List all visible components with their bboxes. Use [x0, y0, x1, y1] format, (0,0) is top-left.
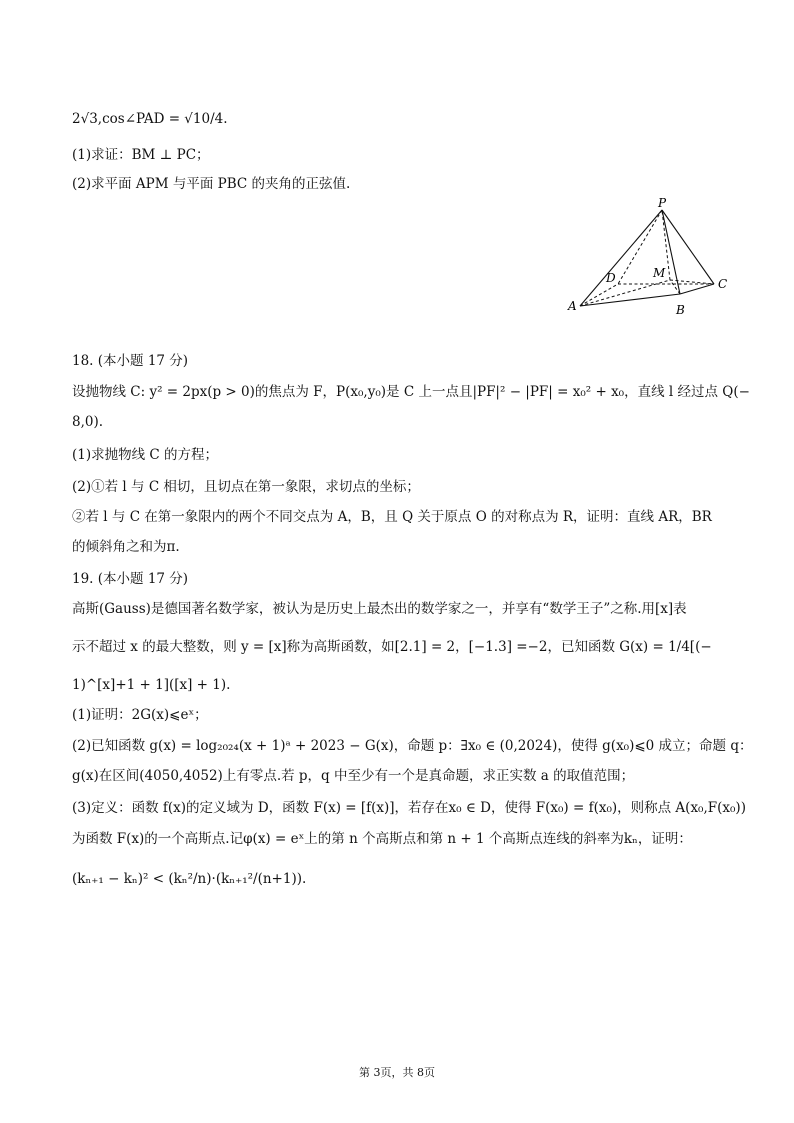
q19-stem-line-1: 高斯(Gauss)是德国著名数学家，被认为是历史上最杰出的数学家之一，并享有“数学王子”之称.用[x]表: [72, 601, 687, 617]
label-P: P: [658, 196, 667, 210]
q18-part-1: (1)求抛物线 C 的方程；: [72, 447, 219, 463]
pyramid-figure: [562, 196, 734, 322]
q19-part-3-line-1: (3)定义：函数 f(x)的定义域为 D，函数 F(x) = [f(x)]，若存在x₀ ∈ D，使得 F(x₀) = f(x₀)，则称点 A(x₀,F(x₀)): [72, 800, 746, 816]
q19-part-3-line-3: (kₙ₊₁ − kₙ)² < (kₙ²/n)·(kₙ₊₁²/(n+1)).: [72, 871, 307, 887]
page-footer: 第 3页，共 8页: [359, 1066, 435, 1079]
text-line-1: 2√3,cos∠PAD = √10/4.: [72, 111, 228, 127]
label-A: A: [568, 299, 577, 313]
question-18-header: 18. (本小题 17 分): [72, 353, 189, 369]
q19-stem-line-2: 示不超过 x 的最大整数，则 y = [x]称为高斯函数，如[2.1] = 2，[−1.3] =−2，已知函数 G(x) = 1/4[(−: [72, 639, 712, 655]
label-M: M: [653, 266, 666, 280]
q18-stem-line-2: 8,0).: [72, 414, 104, 430]
label-D: D: [606, 271, 616, 285]
q18-part-2-2-line-1: ②若 l 与 C 在第一象限内的两个不同交点为 A，B，且 Q 关于原点 O 的对称点为 R，证明：直线 AR，BR: [72, 509, 712, 525]
q19-part-2-line-2: g(x)在区间(4050,4052)上有零点.若 p，q 中至少有一个是真命题，求正实数 a 的取值范围；: [72, 768, 635, 784]
q19-part-2-line-1: (2)已知函数 g(x) = log₂₀₂₄(x + 1)ᵃ + 2023 − G(x)，命题 p：∃x₀ ∈ (0,2024)，使得 g(x₀)⩽0 成立；命题 q：: [72, 738, 753, 754]
q18-part-2-2-line-2: 的倾斜角之和为π.: [72, 539, 180, 555]
q18-part-2-1: (2)①若 l 与 C 相切，且切点在第一象限，求切点的坐标；: [72, 479, 420, 495]
label-B: B: [676, 303, 685, 317]
text-line-3: (2)求平面 APM 与平面 PBC 的夹角的正弦值.: [72, 176, 351, 192]
question-19-header: 19. (本小题 17 分): [72, 571, 189, 587]
q19-part-3-line-2: 为函数 F(x)的一个高斯点.记φ(x) = eˣ上的第 n 个高斯点和第 n + 1 个高斯点连线的斜率为kₙ，证明：: [72, 831, 692, 847]
q18-stem-line-1: 设抛物线 C: y² = 2px(p > 0)的焦点为 F，P(x₀,y₀)是 C 上一点且|PF|² − |PF| = x₀² + x₀，直线 l 经过点 Q(−: [72, 384, 750, 400]
q19-stem-line-3: 1)^[x]+1 + 1]([x] + 1).: [72, 677, 231, 693]
text-line-2: (1)求证：BM ⊥ PC；: [72, 147, 210, 163]
label-C: C: [718, 277, 728, 291]
q19-part-1: (1)证明：2G(x)⩽eˣ；: [72, 707, 208, 723]
